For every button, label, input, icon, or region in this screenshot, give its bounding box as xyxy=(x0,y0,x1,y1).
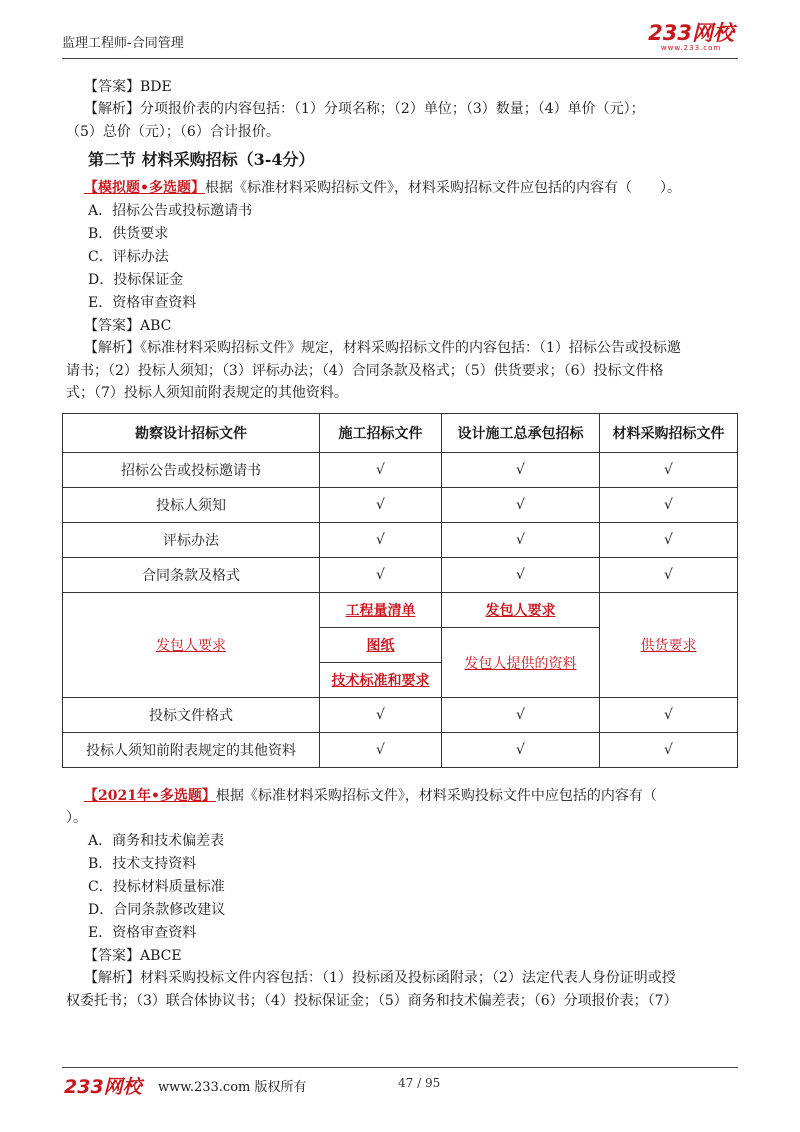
q2-stem-cont: ）。 xyxy=(66,810,87,826)
q2-option-a: A．商务和技术偏差表 xyxy=(88,833,225,849)
q2-tag: 【2021年•多选题】 xyxy=(84,788,216,804)
table-row xyxy=(63,488,738,523)
brand-logo: 233网校 www.233.com xyxy=(648,21,734,52)
table-cell: 投标人须知 xyxy=(63,488,320,523)
q1-option-c: C．评标办法 xyxy=(88,249,169,265)
table-header-row xyxy=(63,414,738,453)
q1-analysis-line3: 式；（7）投标人须知前附表规定的其他资料。 xyxy=(66,385,348,401)
table-cell-highlight: 工程量清单 xyxy=(320,593,442,628)
table-cell: √ xyxy=(442,523,600,558)
q2-option-b: B．技术支持资料 xyxy=(88,856,197,872)
table-cell: 招标公告或投标邀请书 xyxy=(63,453,320,488)
table-header-cell: 材料采购招标文件 xyxy=(600,414,738,453)
table-cell: √ xyxy=(442,698,600,733)
q0-answer: 【答案】BDE xyxy=(84,79,172,95)
table-row xyxy=(63,558,738,593)
q1-option-e: E．资格审查资料 xyxy=(88,295,197,311)
table-row xyxy=(63,698,738,733)
table-cell-highlight: 技术标准和要求 xyxy=(320,663,442,698)
table-cell-highlight: 供货要求 xyxy=(600,593,738,698)
table-row xyxy=(63,523,738,558)
q1-tag: 【模拟题•多选题】 xyxy=(84,180,205,196)
q1-stem-line xyxy=(84,178,681,198)
q0-analysis-line2: （5）总价（元）；（6）合计报价。 xyxy=(66,124,280,140)
table-cell: √ xyxy=(600,733,738,768)
q1-option-d: D．投标保证金 xyxy=(88,272,184,288)
table-cell: √ xyxy=(320,733,442,768)
table-header-cell: 施工招标文件 xyxy=(320,414,442,453)
table-row xyxy=(63,453,738,488)
table-cell: √ xyxy=(442,558,600,593)
page-header xyxy=(62,18,738,59)
table-cell: 投标人须知前附表规定的其他资料 xyxy=(63,733,320,768)
q1-analysis-line2: 请书；（2）投标人须知；（3）评标办法；（4）合同条款及格式；（5）供货要求；（6）投标文件格 xyxy=(66,363,664,379)
q2-option-c: C．投标材料质量标准 xyxy=(88,879,225,895)
table-cell: 合同条款及格式 xyxy=(63,558,320,593)
table-cell: √ xyxy=(442,488,600,523)
table-cell-highlight: 发包人要求 xyxy=(442,593,600,628)
q2-option-d: D．合同条款修改建议 xyxy=(88,902,226,918)
q2-option-e: E．资格审查资料 xyxy=(88,925,197,941)
section-title: 第二节 材料采购招标（3-4分） xyxy=(88,150,315,169)
comparison-table xyxy=(62,413,738,768)
q1-answer: 【答案】ABC xyxy=(84,318,172,334)
table-cell: √ xyxy=(442,453,600,488)
q2-stem-line xyxy=(84,786,657,806)
q1-analysis-line1: 【解析】《标准材料采购招标文件》规定，材料采购招标文件的内容包括：（1）招标公告或投标邀 xyxy=(84,340,681,356)
table-cell: √ xyxy=(320,488,442,523)
table-cell: 评标办法 xyxy=(63,523,320,558)
table-cell: √ xyxy=(320,698,442,733)
page-footer xyxy=(62,1067,738,1098)
q2-stem: 根据《标准材料采购招标文件》，材料采购投标文件中应包括的内容有（ xyxy=(215,788,657,804)
table-cell: √ xyxy=(600,558,738,593)
table-cell: √ xyxy=(442,733,600,768)
q2-answer: 【答案】ABCE xyxy=(84,948,182,964)
table-cell: √ xyxy=(600,698,738,733)
table-cell: √ xyxy=(600,453,738,488)
q0-analysis-line1: 【解析】分项报价表的内容包括：（1）分项名称；（2）单位；（3）数量；（4）单价（元）； xyxy=(84,101,645,117)
q1-stem: 根据《标准材料采购招标文件》，材料采购招标文件应包括的内容有（ ）。 xyxy=(204,180,681,196)
table-cell-highlight: 图纸 xyxy=(320,628,442,663)
doc-title: 监理工程师-合同管理 xyxy=(62,36,184,51)
table-cell: √ xyxy=(320,453,442,488)
table-cell: 投标文件格式 xyxy=(63,698,320,733)
page-number: 47 / 95 xyxy=(398,1076,441,1090)
table-header-cell: 设计施工总承包招标 xyxy=(442,414,600,453)
q1-option-b: B．供货要求 xyxy=(88,226,169,242)
table-cell-highlight: 发包人提供的资料 xyxy=(442,628,600,698)
footer-logo: 233网校 xyxy=(64,1076,142,1098)
table-header-cell: 勘察设计招标文件 xyxy=(63,414,320,453)
table-cell: √ xyxy=(600,523,738,558)
table-cell: √ xyxy=(600,488,738,523)
q1-option-a: A．招标公告或投标邀请书 xyxy=(88,203,253,219)
table-row xyxy=(63,733,738,768)
footer-site: www.233.com 版权所有 xyxy=(158,1080,307,1095)
table-cell-highlight: 发包人要求 xyxy=(63,593,320,698)
table-cell: √ xyxy=(320,523,442,558)
q2-analysis-line2: 权委托书；（3）联合体协议书；（4）投标保证金；（5）商务和技术偏差表；（6）分项报价表；（7） xyxy=(66,993,678,1009)
table-row-special xyxy=(63,593,738,628)
table-cell: √ xyxy=(320,558,442,593)
q2-analysis-line1: 【解析】材料采购投标文件内容包括：（1）投标函及投标函附录；（2）法定代表人身份证明或授 xyxy=(84,970,676,986)
